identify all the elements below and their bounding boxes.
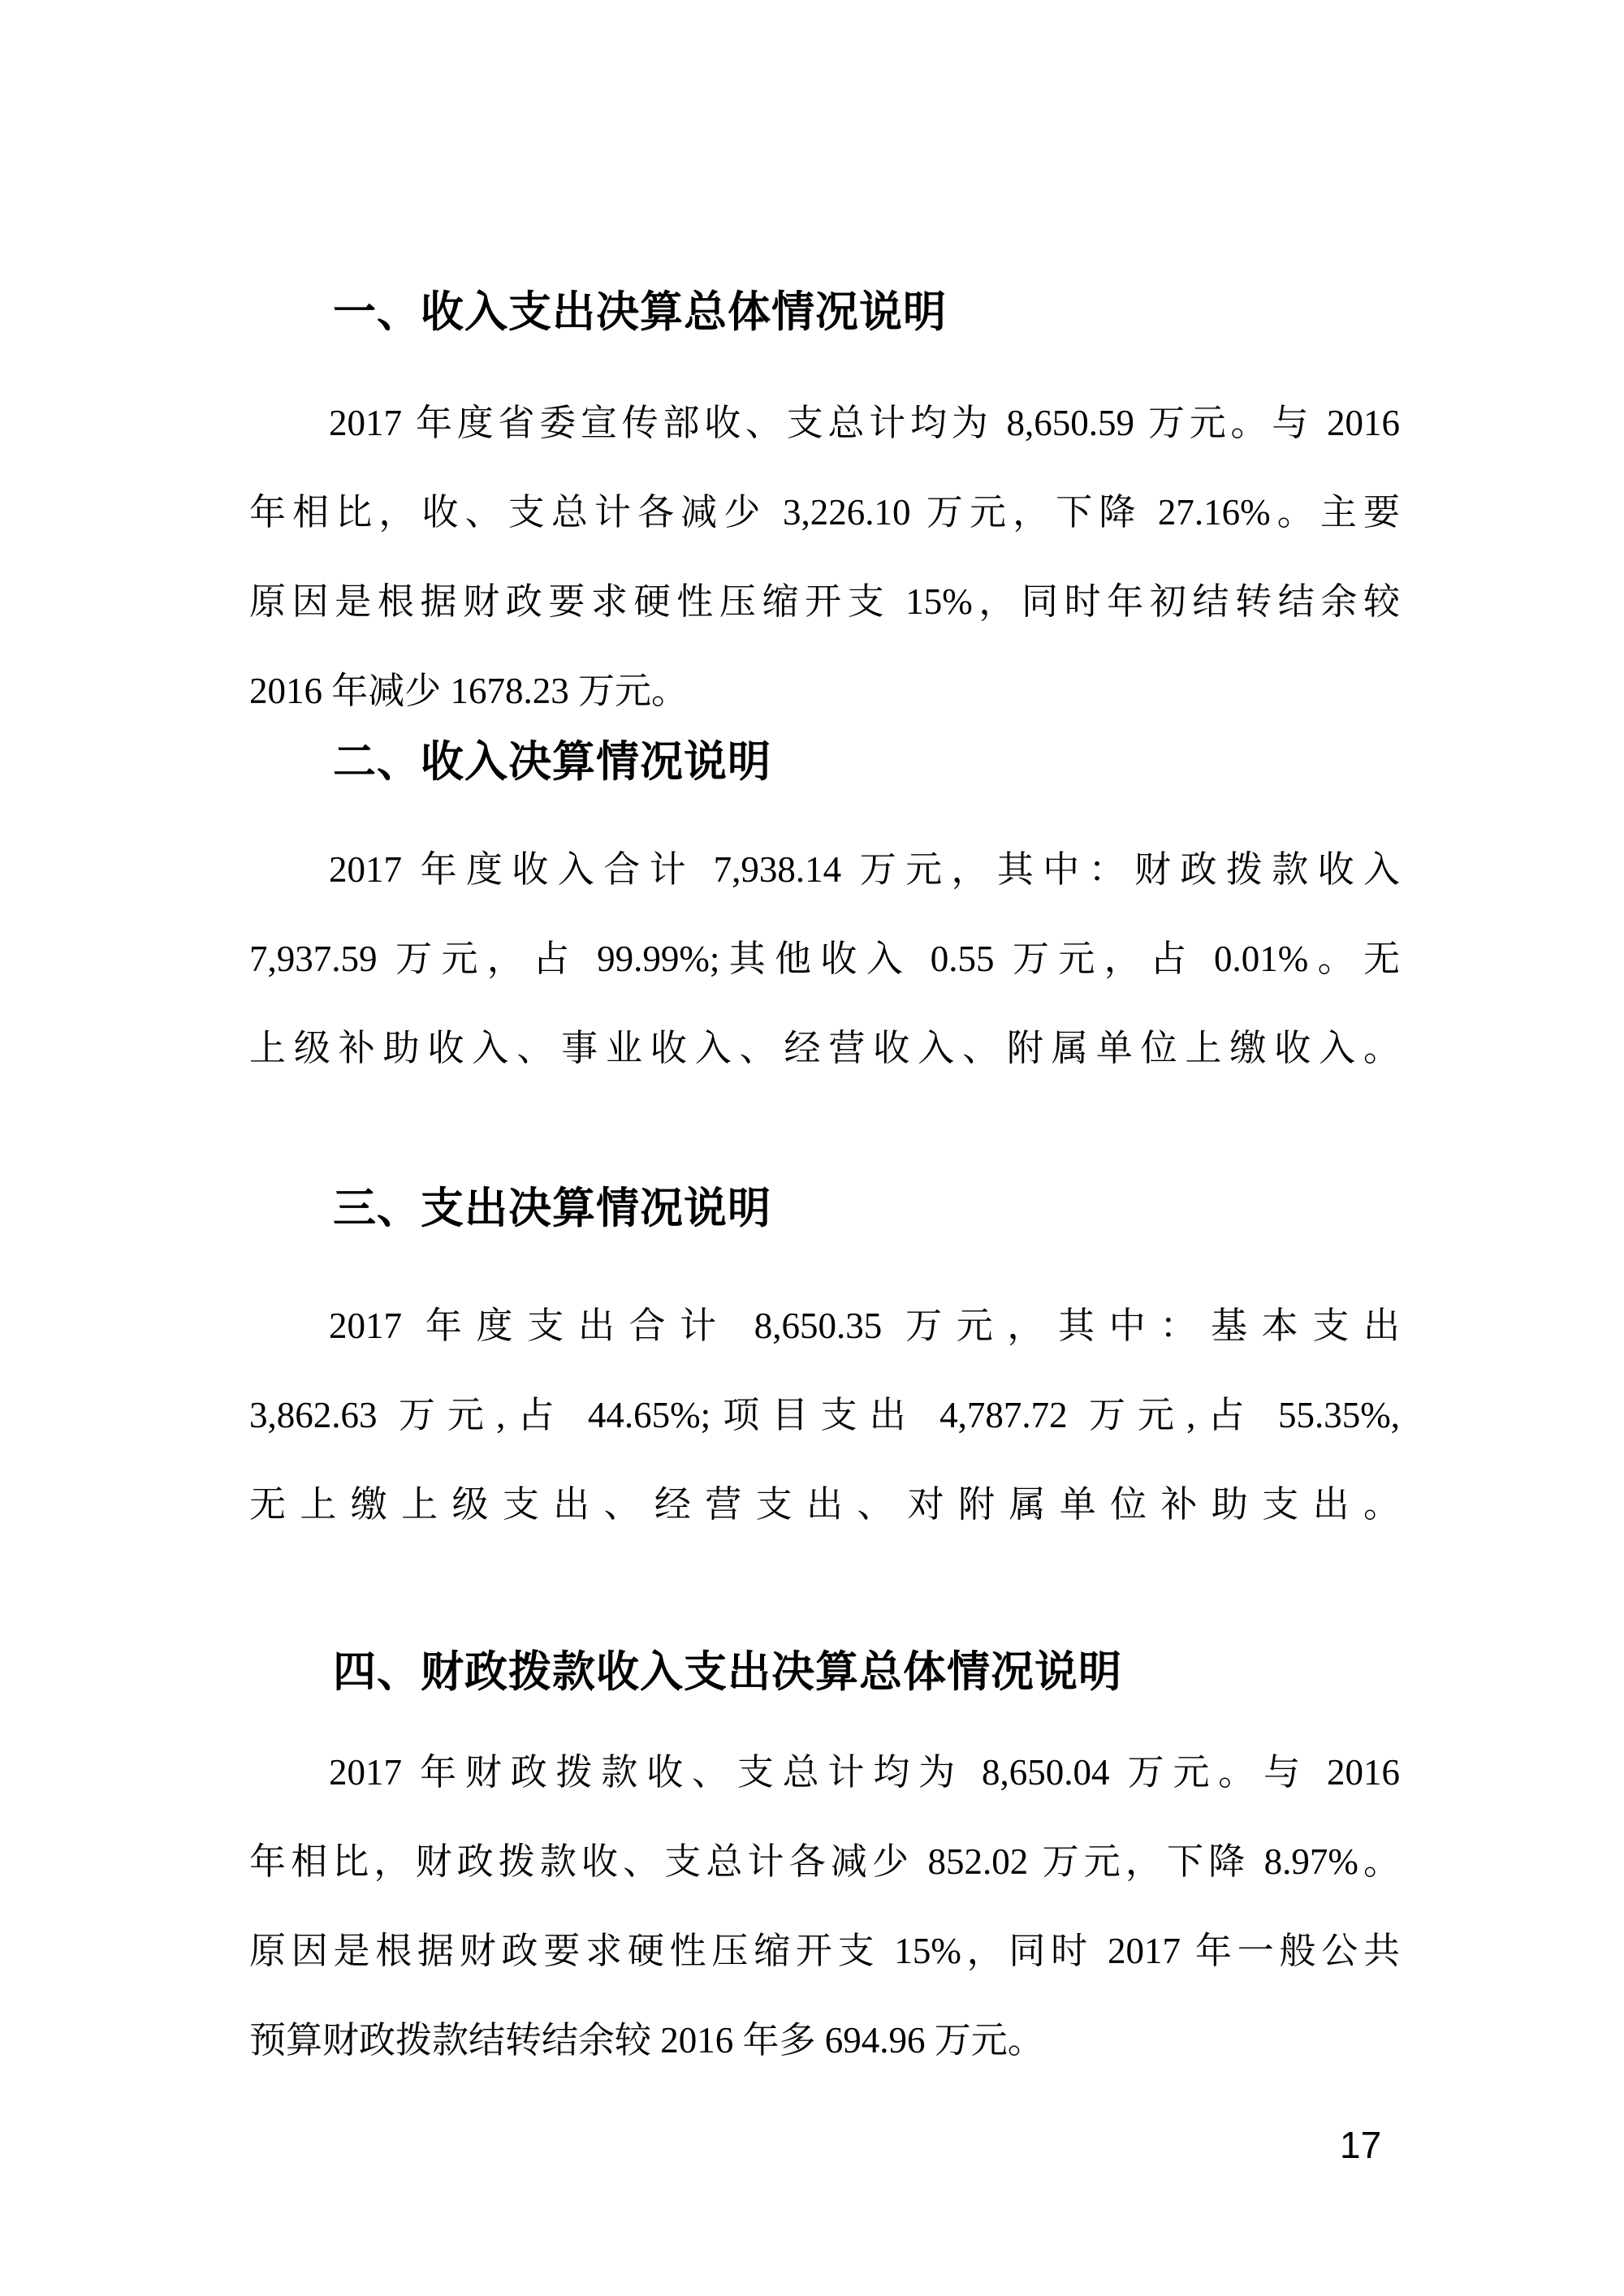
section-4-heading: 四、财政拨款收入支出决算总体情况说明 — [333, 1648, 1122, 1696]
paragraph-line: 2016 年减少 1678.23 万元。 — [249, 671, 689, 711]
paragraph-line: 2017 年度收入合计 7,938.14 万元，其中：财政拨款收入 — [329, 849, 1400, 890]
section-4-paragraph — [249, 1728, 1400, 2085]
paragraph-line: 2017 年度支出合计 8,650.35 万元，其中：基本支出 — [329, 1306, 1400, 1346]
page-number: 17 — [1340, 2124, 1382, 2166]
paragraph-line: 原因是根据财政要求硬性压缩开支 15%，同时 2017 年一般公共 — [249, 1931, 1400, 1971]
section-2-paragraph — [249, 825, 1400, 1093]
paragraph-line: 上级补助收入、事业收入、经营收入、附属单位上缴收入。 — [249, 1028, 1400, 1068]
paragraph-line: 3,862.63 万元,占 44.65%;项目支出 4,787.72 万元,占 55.35%, — [249, 1395, 1400, 1435]
section-3-heading: 三、支出决算情况说明 — [333, 1185, 771, 1232]
section-1-paragraph — [249, 378, 1400, 736]
paragraph-line: 2017 年财政拨款收、支总计均为 8,650.04 万元。与 2016 — [329, 1752, 1400, 1793]
section-1-heading: 一、收入支出决算总体情况说明 — [333, 288, 947, 336]
section-3-paragraph — [249, 1281, 1400, 1549]
paragraph-line: 年相比，财政拨款收、支总计各减少 852.02 万元，下降 8.97%。 — [249, 1841, 1400, 1882]
section-2-heading: 二、收入决算情况说明 — [333, 738, 771, 786]
paragraph-line: 无上缴上级支出、经营支出、对附属单位补助支出。 — [249, 1484, 1400, 1525]
paragraph-line: 预算财政拨款结转结余较 2016 年多 694.96 万元。 — [249, 2020, 1044, 2061]
paragraph-line: 原因是根据财政要求硬性压缩开支 15%，同时年初结转结余较 — [249, 581, 1400, 622]
paragraph-line: 2017 年度省委宣传部收、支总计均为 8,650.59 万元。与 2016 — [329, 403, 1400, 443]
paragraph-line: 7,937.59 万元，占 99.99%;其他收入 0.55 万元，占 0.01%。无 — [249, 939, 1400, 979]
paragraph-line: 年相比，收、支总计各减少 3,226.10 万元，下降 27.16%。主要 — [249, 492, 1400, 533]
